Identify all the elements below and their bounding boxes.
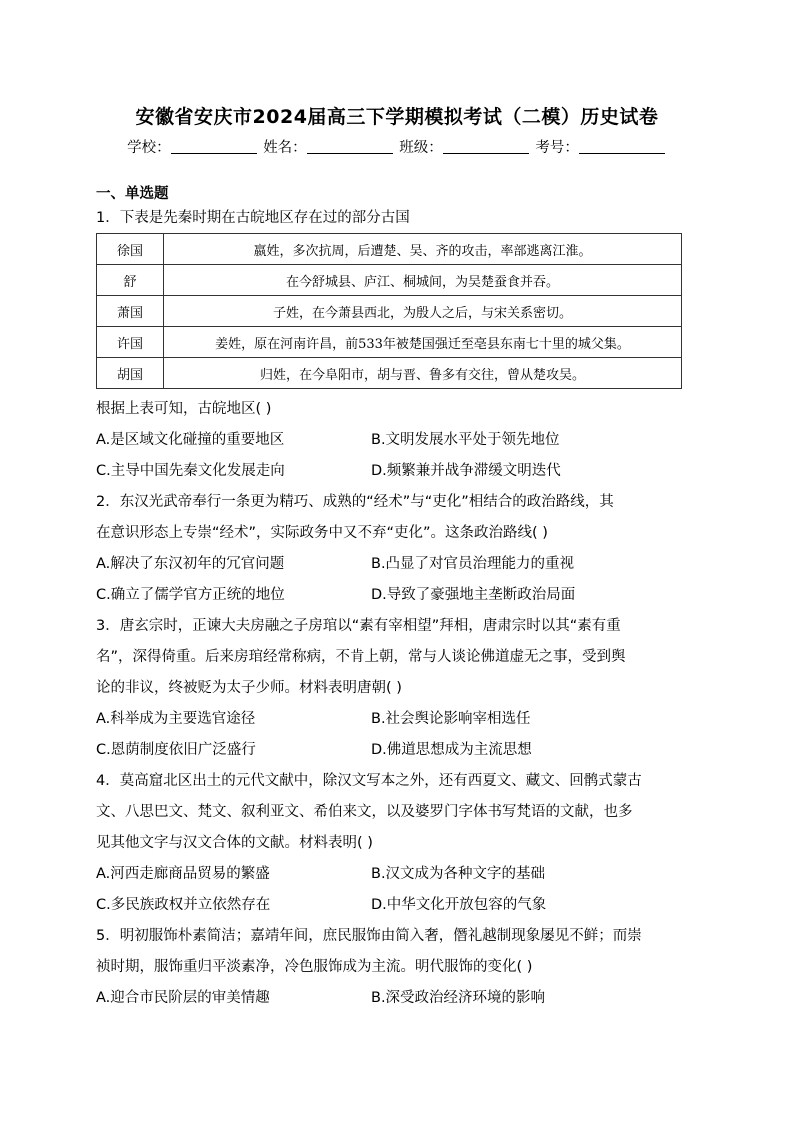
q3-option-b[interactable]: B.社会舆论影响宰相选任 — [371, 711, 531, 727]
q1-option-c[interactable]: C.主导中国先秦文化发展走向 — [96, 463, 285, 479]
q3-stem-line: 名”，深得倚重。后来房琯经常称病，不肯上朝，常与人谈论佛道虚无之事，受到舆 — [96, 649, 626, 665]
table-cell-state: 胡国 — [97, 358, 164, 389]
q5-option-a[interactable]: A.迎合市民阶层的审美情趣 — [96, 990, 270, 1006]
table-cell-desc: 归姓，在今阜阳市，胡与晋、鲁多有交往，曾从楚攻吴。 — [164, 358, 682, 389]
q2-option-a[interactable]: A.解决了东汉初年的冗官问题 — [96, 556, 285, 572]
table-cell-state: 萧国 — [97, 296, 164, 327]
q5-stem-line: 祯时期，服饰重归平淡素净，冷色服饰成为主流。明代服饰的变化( ) — [96, 959, 533, 975]
q3-stem-line: 论的非议，终被贬为太子少师。材料表明唐朝( ) — [96, 680, 402, 696]
table-row — [97, 358, 682, 389]
class-blank — [443, 139, 529, 154]
school-blank — [171, 139, 257, 154]
exam-no-label: 考号： — [535, 140, 579, 156]
page-title: 安徽省安庆市2024届高三下学期模拟考试（二模）历史试卷 — [135, 106, 659, 128]
q4-option-c[interactable]: C.多民族政权并立依然存在 — [96, 897, 271, 913]
school-label: 学校： — [127, 140, 171, 156]
class-label: 班级： — [399, 140, 443, 156]
q4-stem-line: 见其他文字与汉文合体的文献。材料表明( ) — [96, 835, 373, 851]
exam-no-blank — [579, 139, 665, 154]
table-cell-desc: 在今舒城县、庐江、桐城间，为吴楚蚕食并吞。 — [164, 265, 682, 296]
section-heading: 一、单选题 — [96, 186, 169, 202]
q4-stem-line: 文、八思巴文、梵文、叙利亚文、希伯来文，以及婆罗门字体书写梵语的文献，也多 — [96, 804, 633, 820]
q1-option-a[interactable]: A.是区域文化碰撞的重要地区 — [96, 432, 285, 448]
q3-option-c[interactable]: C.恩荫制度依旧广泛盛行 — [96, 742, 256, 758]
table-row — [97, 234, 682, 265]
student-info-line — [0, 136, 794, 157]
q1-option-d[interactable]: D.频繁兼并战争滞缓文明迭代 — [371, 463, 561, 479]
q2-stem-line: 2．东汉光武帝奉行一条更为精巧、成熟的“经术”与“吏化”相结合的政治路线，其 — [96, 494, 614, 510]
q4-option-d[interactable]: D.中华文化开放包容的气象 — [371, 897, 547, 913]
q4-option-b[interactable]: B.汉文成为各种文字的基础 — [371, 866, 546, 882]
name-blank — [307, 139, 393, 154]
q2-stem-line: 在意识形态上专崇“经术”，实际政务中又不弃“吏化”。这条政治路线( ) — [96, 525, 548, 541]
table-cell-state: 徐国 — [97, 234, 164, 265]
q1-question: 根据上表可知，古皖地区( ) — [96, 401, 272, 417]
q3-stem-line: 3．唐玄宗时，正谏大夫房融之子房琯以“素有宰相望”拜相，唐肃宗时以其“素有重 — [96, 618, 621, 634]
q3-option-a[interactable]: A.科举成为主要选官途径 — [96, 711, 256, 727]
q1-table — [96, 233, 682, 389]
table-cell-desc: 嬴姓，多次抗周，后遭楚、吴、齐的攻击，率部逃离江淮。 — [164, 234, 682, 265]
name-label: 姓名： — [263, 140, 307, 156]
q2-option-c[interactable]: C.确立了儒学官方正统的地位 — [96, 587, 285, 603]
table-cell-state: 舒 — [97, 265, 164, 296]
q3-option-d[interactable]: D.佛道思想成为主流思想 — [371, 742, 532, 758]
q2-option-b[interactable]: B.凸显了对官员治理能力的重视 — [371, 556, 575, 572]
table-cell-desc: 子姓，在今萧县西北，为殷人之后，与宋关系密切。 — [164, 296, 682, 327]
q4-option-a[interactable]: A.河西走廊商品贸易的繁盛 — [96, 866, 270, 882]
table-row — [97, 265, 682, 296]
table-cell-desc: 姜姓，原在河南许昌，前533年被楚国强迁至亳县东南七十里的城父集。 — [164, 327, 682, 358]
q2-option-d[interactable]: D.导致了豪强地主垄断政治局面 — [371, 587, 576, 603]
table-row — [97, 327, 682, 358]
table-row — [97, 296, 682, 327]
q1-stem: 1．下表是先秦时期在古皖地区存在过的部分古国 — [96, 210, 410, 226]
q1-option-b[interactable]: B.文明发展水平处于领先地位 — [371, 432, 560, 448]
q4-stem-line: 4．莫高窟北区出土的元代文献中，除汉文写本之外，还有西夏文、藏文、回鹘式蒙古 — [96, 773, 642, 789]
q5-stem-line: 5．明初服饰朴素简洁；嘉靖年间，庶民服饰由简入奢，僭礼越制现象屡见不鲜；而崇 — [96, 928, 642, 944]
q5-option-b[interactable]: B.深受政治经济环境的影响 — [371, 990, 546, 1006]
table-cell-state: 许国 — [97, 327, 164, 358]
